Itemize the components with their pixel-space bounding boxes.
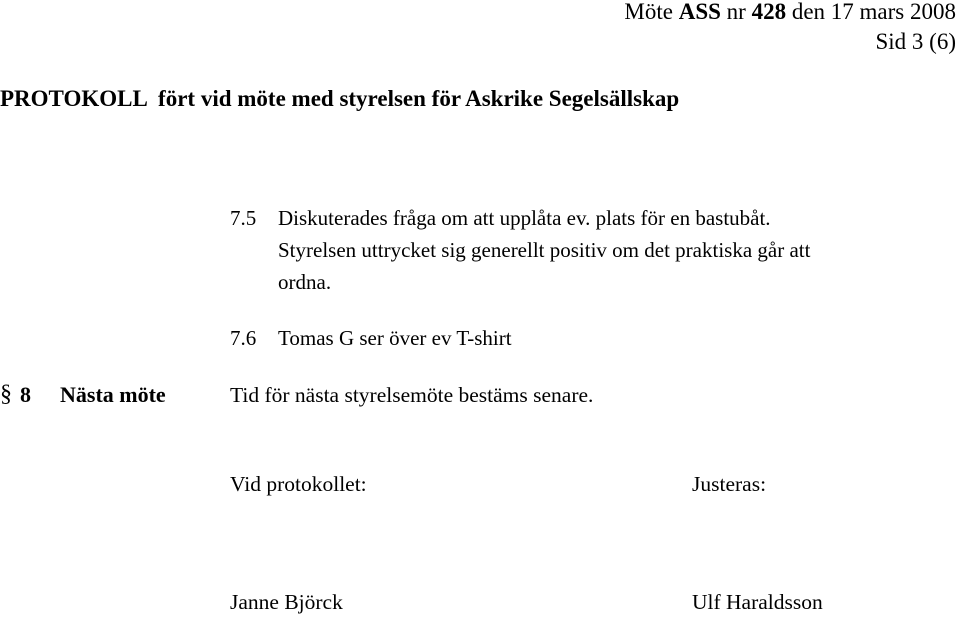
meeting-date: den 17 mars 2008 bbox=[791, 0, 956, 24]
item-number-7-6: 7.6 bbox=[230, 326, 257, 350]
section-text: Tid för nästa styrelsemöte bestäms senare. bbox=[230, 383, 594, 407]
org-abbrev: ASS bbox=[678, 0, 721, 24]
signature-name-right: Ulf Haraldsson bbox=[692, 590, 823, 614]
meeting-number: 428 bbox=[751, 0, 787, 24]
meeting-header bbox=[624, 0, 956, 23]
signature-name-left: Janne Björck bbox=[230, 590, 343, 614]
item-7-5-line-3: ordna. bbox=[278, 270, 332, 294]
signature-label-right: Justeras: bbox=[692, 472, 767, 496]
item-7-5-line-1: Diskuterades fråga om att upplåta ev. plats för en bastubåt. bbox=[278, 206, 771, 230]
nr-label: nr bbox=[726, 0, 746, 24]
document-title: PROTOKOLL fört vid möte med styrelsen för Askrike Segelsällskap bbox=[0, 86, 680, 111]
signature-label-left: Vid protokollet: bbox=[230, 472, 367, 496]
page-number: Sid 3 (6) bbox=[875, 29, 956, 54]
item-7-5-line-2: Styrelsen uttrycket sig generellt positiv om det praktiska går att bbox=[278, 238, 811, 262]
section-symbol: § bbox=[0, 381, 12, 407]
item-7-6-line-1: Tomas G ser över ev T-shirt bbox=[278, 326, 512, 350]
section-title: Nästa möte bbox=[60, 382, 166, 407]
item-number-7-5: 7.5 bbox=[230, 206, 257, 230]
meeting-prefix: Möte bbox=[624, 0, 673, 24]
section-number: 8 bbox=[20, 382, 31, 407]
